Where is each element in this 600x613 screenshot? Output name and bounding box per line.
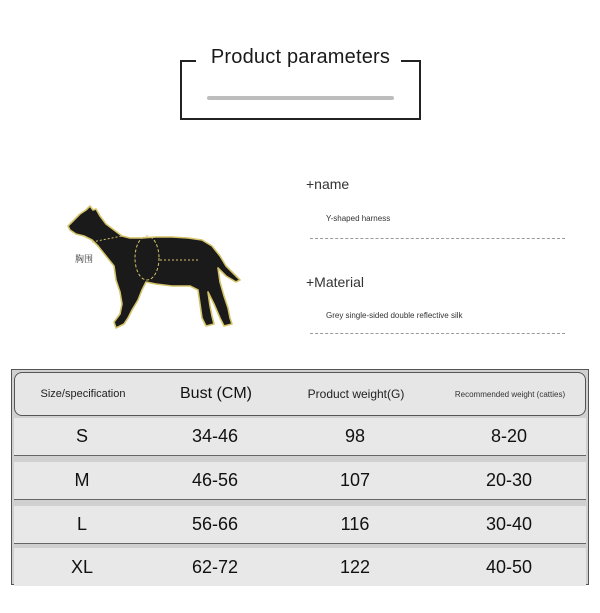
table-row: [14, 506, 586, 544]
title-underline-bar: [207, 96, 394, 100]
cell-recommended-weight: 20-30: [485, 470, 533, 490]
cell-size: S: [75, 426, 88, 446]
material-label: +Material: [306, 274, 364, 290]
table-row: [14, 418, 586, 456]
cell-product-weight: 107: [339, 470, 371, 490]
table-row: [14, 548, 586, 586]
table-header: [14, 372, 586, 416]
cell-bust: 46-56: [191, 470, 239, 490]
dog-silhouette: [68, 206, 240, 328]
table-row: [14, 462, 586, 500]
cell-recommended-weight: 8-20: [490, 426, 528, 446]
cell-recommended-weight: 40-50: [485, 556, 533, 577]
name-label: +name: [306, 176, 350, 192]
size-table: [11, 369, 589, 585]
cell-size: M: [74, 470, 90, 490]
cell-size: L: [76, 514, 87, 534]
cell-bust: 56-66: [191, 514, 239, 534]
name-divider: [310, 238, 565, 239]
material-divider: [310, 333, 565, 334]
material-value: Grey single-sided double reflective silk: [326, 311, 463, 320]
header-product-weight: Product weight(G): [307, 387, 405, 401]
dog-illustration: [60, 200, 250, 340]
page-title: Product parameters: [210, 46, 391, 68]
cell-bust: 34-46: [191, 426, 239, 446]
cell-product-weight: 116: [340, 514, 370, 534]
title-box: [180, 46, 421, 120]
cell-bust: 62-72: [191, 556, 239, 577]
name-value: Y-shaped harness: [326, 214, 391, 223]
header-size: Size/specification: [40, 388, 126, 400]
cell-product-weight: 122: [339, 556, 371, 577]
header-recommended-weight: Recommended weight (catties): [454, 389, 566, 399]
header-bust: Bust (CM): [180, 385, 252, 402]
cell-recommended-weight: 30-40: [485, 514, 533, 534]
chest-label: 胸围: [75, 254, 94, 264]
cell-product-weight: 98: [344, 426, 366, 446]
cell-size: XL: [70, 556, 94, 577]
